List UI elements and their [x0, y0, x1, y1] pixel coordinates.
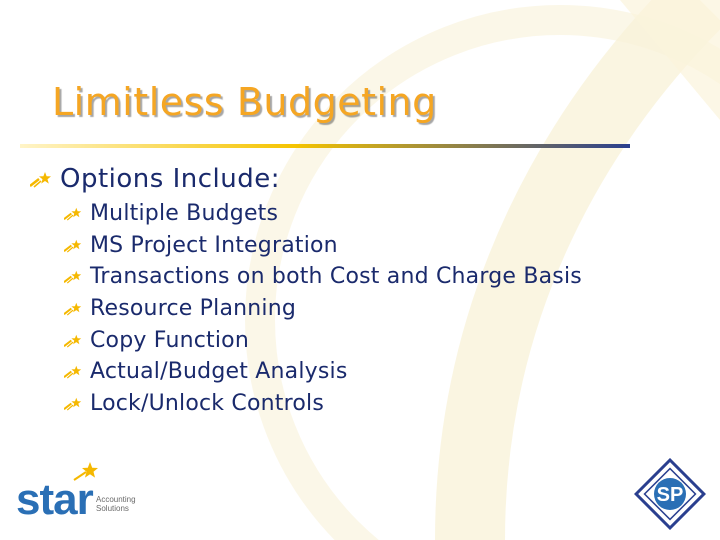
- sub-bullet-item: [64, 388, 582, 420]
- sub-bullet-text: Lock/Unlock Controls: [90, 390, 325, 416]
- sp-logo-letters: SP: [656, 484, 684, 506]
- slide-title: Limitless Budgeting: [52, 80, 437, 124]
- shooting-star-icon: [64, 269, 82, 284]
- sp-logo: [634, 458, 706, 530]
- shooting-star-icon: [64, 396, 82, 411]
- sub-bullet-text: Resource Planning: [90, 296, 297, 322]
- sub-bullet-text: Actual/Budget Analysis: [90, 359, 348, 385]
- main-bullet-text: Options Include:: [60, 164, 280, 194]
- sub-bullet-item: [64, 356, 582, 388]
- sub-bullet-item: [64, 324, 582, 356]
- sub-bullet-item: [64, 293, 582, 325]
- logo-wordmark: star: [16, 475, 93, 524]
- shooting-star-icon: [64, 206, 82, 221]
- logo-tagline-2: Solutions: [96, 504, 129, 513]
- shooting-star-icon: [64, 238, 82, 253]
- star-accounting-logo: [16, 458, 146, 528]
- main-bullet: [30, 164, 280, 194]
- title-underline: [20, 144, 630, 148]
- logo-tagline-1: Accounting: [96, 495, 136, 504]
- shooting-star-icon: [64, 364, 82, 379]
- sub-bullet-text: Copy Function: [90, 327, 249, 353]
- sub-bullet-text: Multiple Budgets: [90, 201, 279, 227]
- sub-bullet-text: MS Project Integration: [90, 232, 338, 258]
- shooting-star-icon: [64, 301, 82, 316]
- sub-bullet-item: [64, 198, 582, 230]
- sub-bullet-list: [64, 198, 582, 419]
- sub-bullet-item: [64, 230, 582, 262]
- sub-bullet-item: [64, 261, 582, 293]
- sub-bullet-text: Transactions on both Cost and Charge Basis: [90, 264, 582, 290]
- shooting-star-icon: [64, 333, 82, 348]
- shooting-star-icon: [30, 170, 52, 188]
